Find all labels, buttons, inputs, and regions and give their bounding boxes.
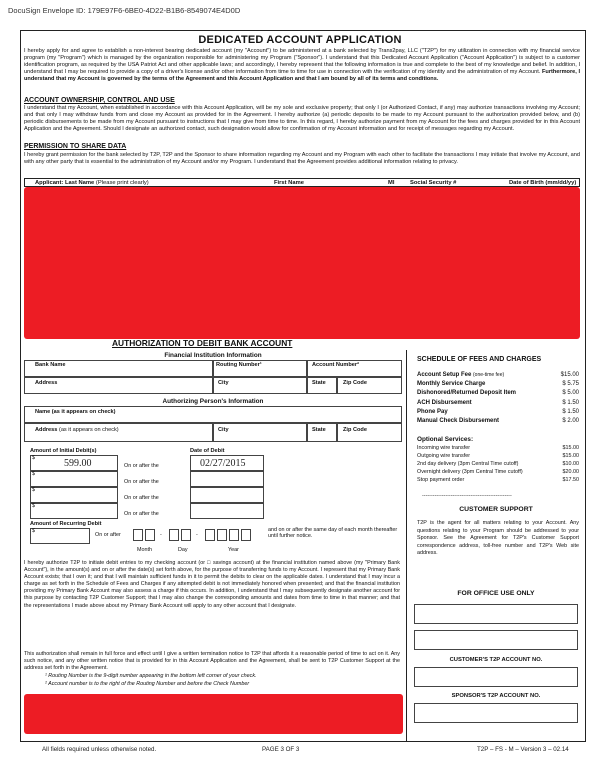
authorization-text-2: This authorization shall remain in full force and effect until I give a written termination notice to T2P that affords it a reasonable period of time to act on it. Any such notice, and any other written notice that is provided for in this Account Application and the Agreement, shall be sent to T2P Customer Support at the address set forth in the Agreement. — [24, 651, 400, 672]
applicant-last-name-label — [35, 180, 149, 186]
optional-service-row — [417, 469, 579, 475]
fee-label: Phone Pay — [417, 408, 448, 415]
intro-bold-text: Furthermore, I understand that my Account is governed by the terms of the Agreement and this Account Application and that I am bound by all of its terms and conditions. — [24, 69, 581, 83]
fee-label: Manual Check Disbursement — [417, 418, 500, 424]
page-title: DEDICATED ACCOUNT APPLICATION — [198, 34, 402, 46]
recurring-debit-label: Amount of Recurring Debit — [30, 521, 102, 527]
applicant-redaction — [24, 187, 580, 339]
on-or-after-label: On or after the — [124, 495, 159, 501]
auth-city-label: City — [218, 427, 229, 433]
auth-name-label: Name (as it appears on check) — [35, 409, 116, 415]
account-footnote: ² Account number is to the right of the Routing Number and before the Check Number — [45, 681, 250, 687]
year-digit-4[interactable] — [241, 529, 251, 541]
fee-row — [417, 390, 579, 396]
fee-amount: $15.00 — [560, 372, 579, 378]
envelope-id: DocuSign Envelope ID: 179E97F6-6BE0-4D22-B1B6-8549074E4D0D — [8, 6, 241, 15]
initial-debit-label: Amount of Initial Debit(s) — [30, 448, 97, 454]
office-use-box[interactable] — [414, 604, 578, 624]
sponsor-account-field[interactable] — [414, 703, 578, 723]
fee-label: Monthly Service Charge — [417, 381, 486, 388]
footer-left: All fields required unless otherwise noted. — [42, 746, 157, 753]
day-digit-2[interactable] — [181, 529, 191, 541]
last-name-hint: (Please print clearly) — [95, 180, 149, 186]
fee-row — [417, 381, 579, 387]
fee-label: Dishonored/Returned Deposit Item — [417, 390, 517, 397]
currency-symbol: $ — [32, 487, 35, 493]
optional-service-amount: $15.00 — [562, 453, 579, 459]
footer-right: T2P – FS - M – Version 3 – 02.14 — [477, 746, 569, 753]
auth-title: AUTHORIZATION TO DEBIT BANK ACCOUNT — [112, 338, 293, 348]
auth-address-label — [35, 427, 119, 433]
recurring-note: and on or after the same day of each month thereafter until further notice. — [268, 527, 398, 539]
on-or-after-label: On or after the — [124, 463, 159, 469]
bank-address-label: Address — [35, 380, 58, 386]
divider-dashes: -------------------------------------------------- — [422, 493, 512, 499]
initial-debit-amount-value: 599.00 — [64, 458, 92, 469]
year-digit-3[interactable] — [229, 529, 239, 541]
auth-state-label: State — [312, 427, 326, 433]
debit-date-2[interactable] — [190, 471, 264, 487]
mi-label: MI — [388, 180, 395, 186]
fee-amount: $ 5.00 — [562, 390, 579, 397]
bank-state-label: State — [312, 380, 326, 386]
debit-date-3[interactable] — [190, 487, 264, 503]
fee-note: (one-time fee) — [473, 372, 505, 378]
signature-redaction — [24, 694, 403, 734]
currency-symbol: $ — [32, 503, 35, 509]
currency-symbol: $ — [32, 471, 35, 477]
fee-label: ACH Disbursement — [417, 399, 472, 406]
currency-symbol: $ — [32, 455, 35, 461]
intro-paragraph — [24, 48, 580, 83]
ownership-heading: ACCOUNT OWNERSHIP, CONTROL AND USE — [24, 97, 175, 104]
fee-row — [417, 372, 579, 378]
on-or-after-label: On or after the — [124, 511, 159, 517]
customer-support-text: T2P is the agent for all matters relating to your Account. Any questions relating to your Program should be addressed to your Sponsor. See the Agreement for T2P's Customer Support correspondence address, toll-free number and T2P's Web site address. — [417, 520, 579, 557]
dob-label: Date of Birth (mm/dd/yy) — [509, 180, 577, 186]
fee-amount: $ 1.50 — [562, 408, 579, 415]
optional-service-label: 2nd day delivery (3pm Central Time cutoff) — [417, 461, 519, 467]
office-use-box[interactable] — [414, 630, 578, 650]
optional-service-label: Stop payment order — [417, 477, 465, 483]
bank-name-label: Bank Name — [35, 362, 66, 368]
optional-service-amount: $20.00 — [562, 469, 579, 475]
recurring-debit-amount[interactable] — [30, 528, 90, 544]
ownership-text: I understand that my Account, when established in accordance with this Account Application, will be my sole and exclusive property; that only I (or Authorized Contact, if any) may authorize transactions involving my Account; and that only I may withdraw funds from and close my Account as provided for in the Agreement. I hereby authorize (a) periodic deposits to be made to my Account pursuant to the authorization provided below, and (b) periodic disbursements to be made from my Account pursuant to instructions that I may give from time to time. In this regard, I hereby authorize payment from my Account for the fees and charges provided for in this Account Application and the Agreement. Should I designate an authorized contact, such designation would allow for confirmation of my Account information and for receipt of messages regarding my Account. — [24, 105, 580, 133]
fee-amount: $ 2.00 — [562, 418, 579, 424]
customer-account-label: CUSTOMER'S T2P ACCOUNT NO. — [449, 657, 543, 663]
account-label: Account Number² — [312, 362, 359, 368]
auth-person-heading: Authorizing Person's Information — [162, 398, 264, 405]
bank-zip-label: Zip Code — [343, 380, 367, 386]
footer-page-number: PAGE 3 OF 3 — [262, 746, 300, 753]
fee-row — [417, 409, 579, 415]
year-digit-2[interactable] — [217, 529, 227, 541]
share-text: I hereby grant permission for the bank selected by T2P, T2P and the Sponsor to share information regarding my Account and my Program with each other to facilitate the transactions I may initiate that involve my Account, and with any other party that is essential to the administration of my Account and/or my Program. I understand that the Agreement provides additional information relating to privacy. — [24, 152, 580, 166]
optional-service-amount: $10.00 — [562, 461, 579, 467]
ssn-label: Social Security # — [410, 180, 457, 186]
auth-address-hint: (as it appears on check) — [58, 427, 119, 433]
fee-row — [417, 400, 579, 406]
optional-service-row — [417, 445, 579, 451]
customer-support-heading: CUSTOMER SUPPORT — [459, 506, 533, 513]
optional-service-row — [417, 461, 579, 467]
optional-service-label: Overnight delivery (3pm Central Time cutoff) — [417, 469, 523, 475]
initial-debit-amount-4[interactable] — [30, 503, 118, 519]
initial-debit-amount-2[interactable] — [30, 471, 118, 487]
month-digit-1[interactable] — [133, 529, 143, 541]
fee-label: Account Setup Fee — [417, 372, 472, 378]
on-or-after-short-label: On or after — [95, 532, 121, 538]
first-name-label: First Name — [274, 180, 304, 186]
debit-date-value: 02/27/2015 — [200, 458, 246, 469]
routing-label: Routing Number¹ — [216, 362, 262, 368]
initial-debit-amount-3[interactable] — [30, 487, 118, 503]
month-label: Month — [137, 547, 152, 553]
date-of-debit-label: Date of Debit — [190, 448, 225, 454]
share-heading: PERMISSION TO SHARE DATA — [24, 143, 127, 150]
date-separator: - — [196, 532, 198, 538]
sponsor-account-label: SPONSOR'S T2P ACCOUNT NO. — [451, 693, 541, 699]
customer-account-field[interactable] — [414, 667, 578, 687]
last-name-label-text: Applicant: Last Name — [35, 180, 95, 186]
fee-amount: $ 5.75 — [562, 381, 579, 388]
routing-footnote: ¹ Routing Number is the 9-digit number appearing in the bottom left corner of your check. — [45, 673, 257, 679]
year-label: Year — [228, 547, 239, 553]
auth-address-text: Address — [35, 427, 58, 433]
authorization-text: I hereby authorize T2P to initiate debit entries to my checking account (or □ savings account) at the financial institution named above (my "Primary Bank Account"), in the amount(s) and on or after the date(s) set forth above, for the purpose of transferring funds to my Account. I represent that my Primary Bank Account exists; that I own it; and that I will maintain sufficient funds in it to permit the debits to clear on the applicable dates. I understand that I may incur a charge as set forth in the Schedule of Fees and Charges if any attempted debit is not immediately honored when presented; and that the financial institution providing my Primary Bank Account may also assess a charge if this occurs. In addition, I understand that I may subsequently designate another account for this purpose by contacting T2P Customer Support; that I may also change the corresponding amounts and dates from time to time in that manner; and that the representations I made above about my Primary Bank Account will apply to any other account that I designate. — [24, 560, 400, 609]
optional-service-label: Outgoing wire transfer — [417, 453, 471, 459]
optional-service-row — [417, 477, 579, 483]
date-separator: - — [160, 532, 162, 538]
bank-city-label: City — [218, 380, 229, 386]
debit-date-4[interactable] — [190, 503, 264, 519]
fee-row — [417, 418, 579, 424]
office-use-heading: FOR OFFICE USE ONLY — [457, 590, 535, 597]
day-digit-1[interactable] — [169, 529, 179, 541]
intro-text: I hereby apply for and agree to establish a non-interest bearing dedicated account (my "Account") to be administered at a bank selected by Trans2pay, LLC ("T2P") for my utilization in connection with my financial service program (my "Program") which is managed by the organization responsible for administering my Program ("Sponsor"). I understand that this Dedicated Account Application ("Account Application") is subject to a customer identification program, as required by the USA Patriot Act and other applicable laws; and accordingly, I hereby represent that the following information is true and complete to the best of my knowledge and belief. In addition, I understand that I may be required to provide a copy of a driver's license and/or other information from time to time for use in connection with the verification of my identity and the administration of my Account. — [24, 48, 580, 76]
month-digit-2[interactable] — [145, 529, 155, 541]
applicant-header-row — [24, 178, 580, 187]
on-or-after-label: On or after the — [124, 479, 159, 485]
day-label: Day — [178, 547, 188, 553]
optional-service-amount: $17.50 — [562, 477, 579, 483]
auth-zip-label: Zip Code — [343, 427, 367, 433]
column-divider — [406, 350, 407, 742]
fee-amount: $ 1.50 — [562, 399, 579, 406]
fees-heading: SCHEDULE OF FEES AND CHARGES — [417, 356, 542, 363]
optional-service-row — [417, 453, 579, 459]
year-digit-1[interactable] — [205, 529, 215, 541]
fin-inst-heading: Financial Institution Information — [164, 352, 262, 359]
optional-services-heading: Optional Services: — [417, 436, 474, 443]
optional-service-label: Incoming wire transfer — [417, 445, 471, 451]
optional-service-amount: $15.00 — [562, 445, 579, 451]
currency-symbol: $ — [32, 528, 35, 534]
